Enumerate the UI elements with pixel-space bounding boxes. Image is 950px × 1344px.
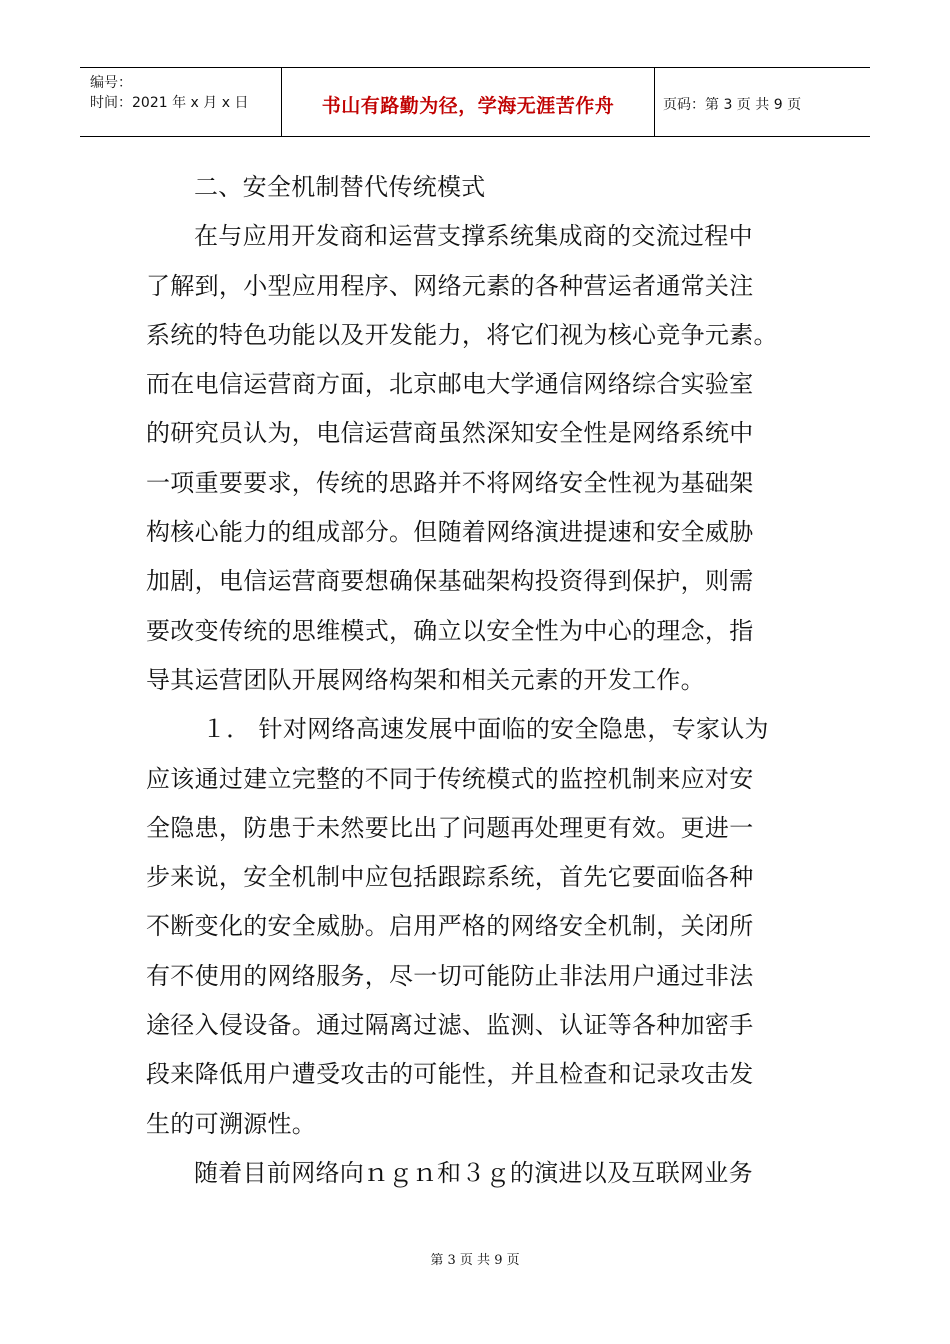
paragraph-line: 不断变化的安全威胁。启用严格的网络安全机制，关闭所 — [146, 912, 754, 941]
page-header — [80, 67, 870, 137]
paragraph-line: 了解到，小型应用程序、网络元素的各种营运者通常关注 — [146, 271, 754, 300]
paragraph-line: 段来降低用户遭受攻击的可能性，并且检查和记录攻击发 — [146, 1060, 754, 1089]
paragraph-line: 的研究员认为，电信运营商虽然深知安全性是网络系统中 — [146, 419, 754, 448]
paragraph-line: 而在电信运营商方面，北京邮电大学通信网络综合实验室 — [146, 370, 754, 399]
paragraph-line: 加剧，电信运营商要想确保基础架构投资得到保护，则需 — [146, 567, 754, 596]
header-page-code: 页码：第 3 页 共 9 页 — [663, 97, 802, 113]
paragraph-line: 一项重要要求，传统的思路并不将网络安全性视为基础架 — [146, 468, 754, 497]
paragraph-line: 全隐患，防患于未然要比出了问题再处理更有效。更进一 — [146, 813, 754, 842]
header-motto: 书山有路勤为径，学海无涯苦作舟 — [321, 94, 615, 117]
paragraph-line: 导其运营团队开展网络构架和相关元素的开发工作。 — [146, 665, 705, 694]
document-number-label: 编号： — [90, 75, 132, 91]
section-heading: 二、安全机制替代传统模式 — [194, 173, 486, 201]
body-text — [146, 163, 806, 1198]
paragraph-line: 在与应用开发商和运营支撑系统集成商的交流过程中 — [194, 222, 753, 251]
paragraph-line: 系统的特色功能以及开发能力，将它们视为核心竞争元素。 — [146, 320, 778, 349]
document-time-label: 时间：2021 年 x 月 x 日 — [90, 95, 249, 111]
paragraph-line: 随着目前网络向ｎｇｎ和３ｇ的演进以及互联网业务 — [194, 1158, 753, 1187]
paragraph-line: 步来说，安全机制中应包括跟踪系统，首先它要面临各种 — [146, 863, 754, 892]
header-meta — [80, 68, 281, 136]
paragraph-line: 要改变传统的思维模式，确立以安全性为中心的理念，指 — [146, 616, 754, 645]
header-page-code-cell — [655, 68, 870, 136]
header-motto-cell — [281, 68, 655, 136]
paragraph-line: 应该通过建立完整的不同于传统模式的监控机制来应对安 — [146, 764, 754, 793]
paragraph-line: 途径入侵设备。通过隔离过滤、监测、认证等各种加密手 — [146, 1011, 754, 1040]
paragraph-line: 生的可溯源性。 — [146, 1109, 317, 1138]
page-footer: 第 3 页 共 9 页 — [430, 1253, 520, 1268]
paragraph-line: 有不使用的网络服务，尽一切可能防止非法用户通过非法 — [146, 961, 754, 990]
numbered-paragraph-line: １． 针对网络高速发展中面临的安全隐患，专家认为 — [202, 715, 769, 744]
paragraph-line: 构核心能力的组成部分。但随着网络演进提速和安全威胁 — [146, 518, 754, 547]
